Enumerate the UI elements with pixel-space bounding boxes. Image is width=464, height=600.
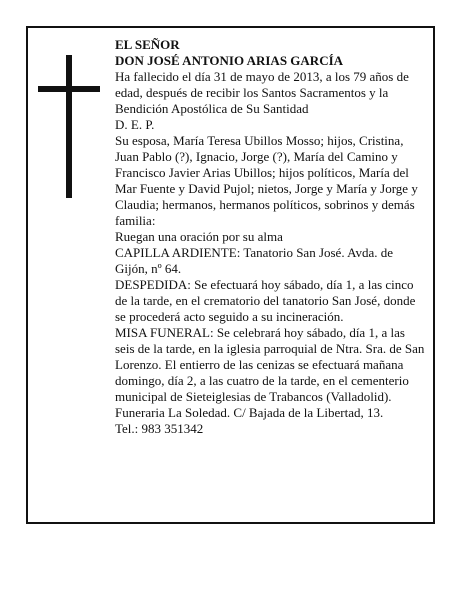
obituary-paragraph: MISA FUNERAL: Se celebrará hoy sábado, día 1, a las seis de la tarde, en la iglesia parroquial de Ntra. Sra. de San Lorenzo. El entierro de las cenizas se efectuará mañana domingo, día 2, a las cuatro de la tarde, en el cementerio municipal de Sieteiglesias de Trabancos (Valladolid). bbox=[115, 325, 425, 404]
obituary-paragraph: Tel.: 983 351342 bbox=[115, 421, 204, 436]
obituary-paragraph: Ha fallecido el día 31 de mayo de 2013, a los 79 años de edad, después de recibir los Santos Sacramentos y la Bendición Apostólica de Su Santidad bbox=[115, 69, 409, 116]
obituary-title-line2: DON JOSÉ ANTONIO ARIAS GARCÍA bbox=[115, 53, 344, 68]
obituary-paragraph: D. E. P. bbox=[115, 117, 155, 132]
obituary-paragraph: Funeraria La Soledad. C/ Bajada de la Libertad, 13. bbox=[115, 405, 384, 420]
cross-horizontal-bar bbox=[38, 86, 100, 92]
obituary-text bbox=[115, 37, 427, 437]
obituary-paragraph: Su esposa, María Teresa Ubillos Mosso; hijos, Cristina, Juan Pablo (?), Ignacio, Jorge (?), María del Camino y Francisco Javier Arias Ubillos; hijos políticos, María del Mar Fuente y David Pujol; nietos, Jorge y María y Jorge y Claudia; hermanos, hermanos políticos, sobrinos y demás familia: bbox=[115, 133, 418, 228]
obituary-paragraph: CAPILLA ARDIENTE: Tanatorio San José. Avda. de Gijón, nº 64. bbox=[115, 245, 394, 276]
obituary-title-line1: EL SEÑOR bbox=[115, 37, 180, 52]
cross-icon bbox=[38, 55, 100, 198]
cross-vertical-bar bbox=[66, 55, 72, 198]
obituary-paragraph: Ruegan una oración por su alma bbox=[115, 229, 283, 244]
obituary-paragraph: DESPEDIDA: Se efectuará hoy sábado, día 1, a las cinco de la tarde, en el crematorio del tanatorio San José, donde se procederá acto seguido a su incineración. bbox=[115, 277, 416, 324]
